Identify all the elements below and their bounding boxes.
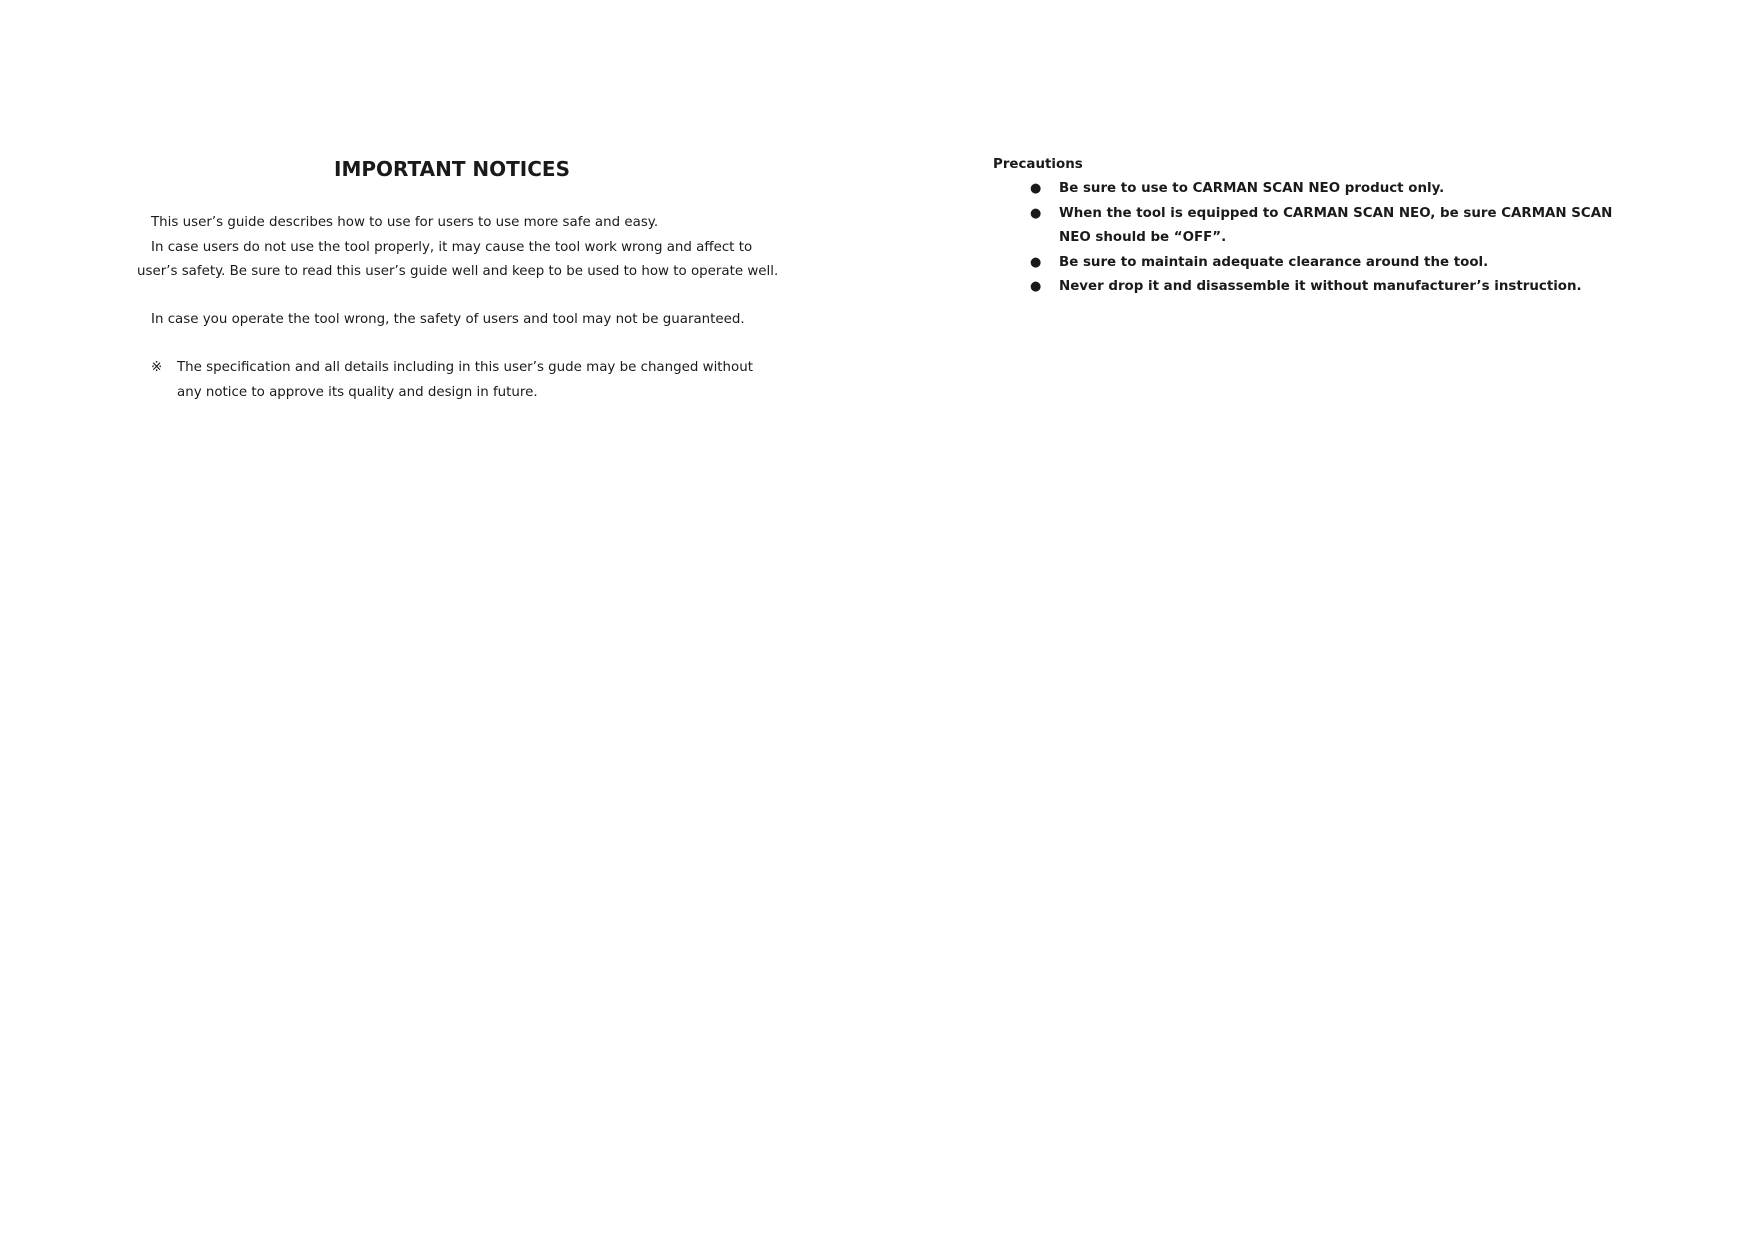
precautions-heading: Precautions <box>993 157 1083 172</box>
bullet-icon: ● <box>1030 279 1042 294</box>
page-title: IMPORTANT NOTICES <box>334 157 570 181</box>
specification-note <box>151 356 761 405</box>
precaution-text: When the tool is equipped to CARMAN SCAN NEO, be sure CARMAN SCAN NEO should be “OFF”. <box>1059 205 1613 245</box>
precaution-text: Be sure to use to CARMAN SCAN NEO product only. <box>1059 181 1445 196</box>
list-item <box>1030 177 1620 202</box>
intro-paragraph <box>137 211 779 285</box>
intro-line: This user’s guide describes how to use for users to use more safe and easy. <box>151 215 659 230</box>
left-page <box>0 0 877 1241</box>
list-item <box>1030 275 1620 300</box>
bullet-icon: ● <box>1030 181 1042 196</box>
precaution-text: Be sure to maintain adequate clearance around the tool. <box>1059 254 1489 270</box>
safety-paragraph: In case you operate the tool wrong, the safety of users and tool may not be guaranteed. <box>151 312 745 327</box>
reference-mark-icon: ※ <box>151 360 163 375</box>
bullet-icon: ● <box>1030 205 1042 221</box>
bullet-icon: ● <box>1030 254 1042 270</box>
list-item <box>1030 251 1620 276</box>
intro-line: user’s safety. Be sure to read this user’s guide well and keep to be used to how to operate well. <box>137 264 779 279</box>
list-item <box>1030 202 1620 251</box>
precaution-text: Never drop it and disassemble it without manufacturer’s instruction. <box>1059 279 1582 294</box>
precautions-list <box>1030 177 1620 300</box>
intro-line: In case users do not use the tool properly, it may cause the tool work wrong and affect to <box>151 239 753 255</box>
note-text: The specification and all details including in this user’s gude may be changed without any notice to approve its quality and design in future. <box>177 360 753 400</box>
